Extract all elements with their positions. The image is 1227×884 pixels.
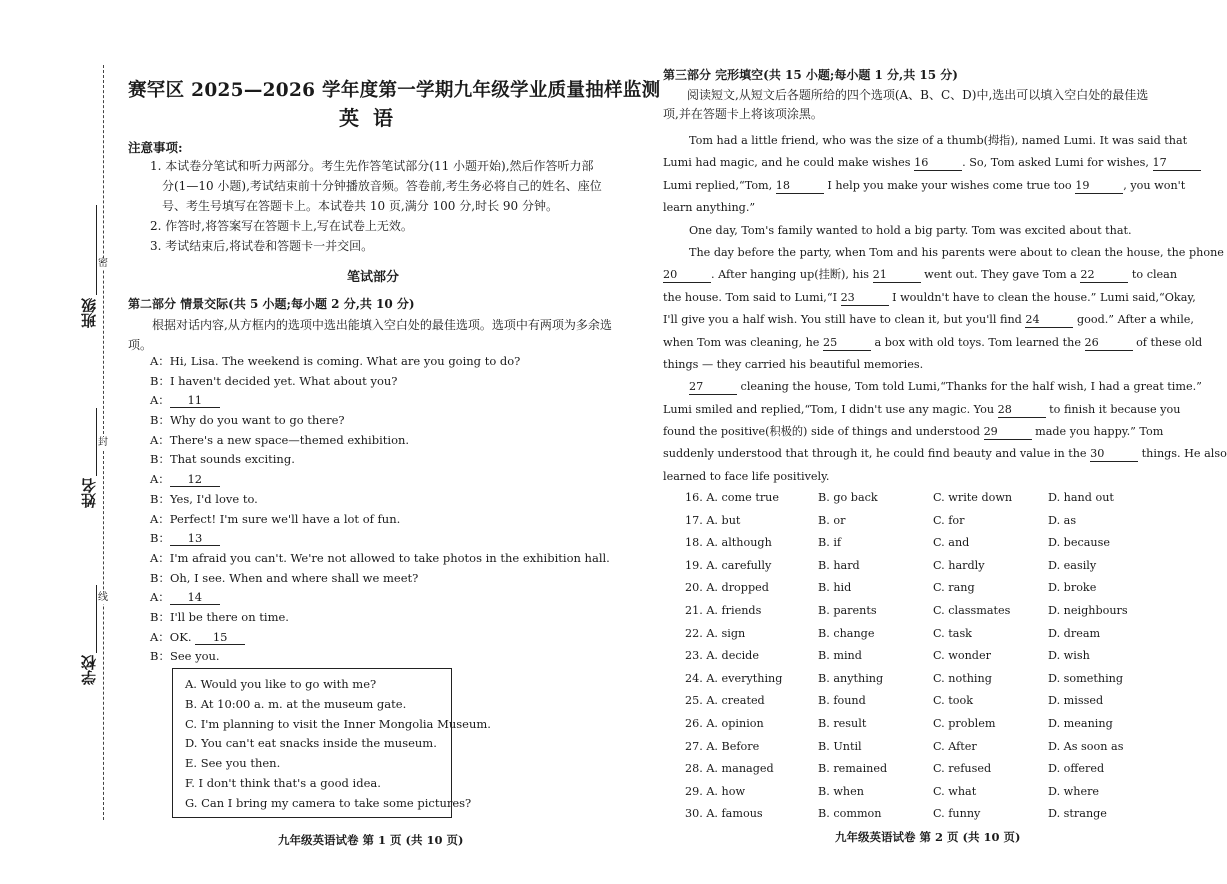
option-choice[interactable]: B. hid [818, 581, 852, 595]
option-item: C. I'm planning to visit the Inner Mongolia Museum. [185, 716, 491, 731]
passage-text: the house. Tom said to Lumi,“I [663, 290, 841, 304]
dialogue-text: A： [150, 472, 170, 487]
passage-text: went out. They gave Tom a [920, 268, 1081, 282]
option-choice[interactable]: 16. A. come true [685, 491, 779, 504]
passage-text: of these old [1132, 335, 1203, 349]
passage-line [663, 130, 1188, 152]
option-item: E. See you then. [185, 756, 281, 771]
option-choice[interactable]: C. for [933, 513, 965, 527]
exam-title: 赛罕区 2025—2026 学年度第一学期九年级学业质量抽样监测 [128, 80, 661, 101]
option-choice[interactable]: 18. A. although [685, 536, 772, 550]
passage-line [663, 466, 1151, 488]
question-row [685, 781, 1155, 804]
cloze-passage [663, 130, 1227, 488]
option-choice[interactable]: 25. A. created [685, 694, 765, 708]
question-row [685, 668, 1155, 691]
passage-line [663, 197, 1151, 219]
passage-text: made you happy.” Tom [1031, 425, 1164, 439]
option-choice[interactable]: C. hardly [933, 558, 985, 572]
dialogue-line [150, 628, 610, 648]
option-choice[interactable]: C. task [933, 626, 972, 640]
dialogue-line [150, 510, 610, 530]
cloze-options [685, 487, 1155, 826]
passage-line [663, 332, 1203, 354]
option-item: G. Can I bring my camera to take some pictures? [185, 795, 472, 810]
passage-text: I'll give you a half wish. You still have to clean it, but you'll find [663, 313, 1026, 327]
cloze-blank[interactable]: 28 [998, 403, 1046, 418]
option-choice[interactable]: C. and [933, 536, 970, 550]
passage-text: things. He also [1138, 447, 1227, 461]
option-choice[interactable]: 29. A. how [685, 784, 746, 798]
answer-blank[interactable]: 11 [170, 393, 220, 408]
passage-text: suddenly understood that through it, he could find beauty and value in the [663, 447, 1091, 461]
dialogue-line [150, 588, 610, 608]
dialogue-line [150, 647, 610, 667]
cloze-blank[interactable]: 27 [689, 380, 737, 395]
dialogue-line [150, 372, 610, 392]
cloze-blank[interactable]: 19 [1075, 179, 1123, 194]
passage-line [663, 175, 1186, 197]
dialogue-line [150, 529, 610, 549]
dialogue-line [150, 490, 610, 510]
question-row [685, 713, 1155, 736]
passage-line [663, 220, 1151, 242]
question-row [685, 577, 1155, 600]
option-choice[interactable]: C. After [933, 739, 977, 753]
passage-text: Lumi smiled and replied,“Tom, I didn't use any magic. You [663, 402, 998, 416]
note-line: 1. 本试卷分笔试和听力两部分。考生先作答笔试部分(11 小题开始),然后作答听力部 [150, 159, 594, 173]
class-fill-line[interactable] [96, 205, 97, 295]
option-choice[interactable]: 21. A. friends [685, 603, 762, 617]
subject-title: 英语 [339, 106, 407, 130]
option-choice[interactable]: 28. A. managed [685, 762, 774, 776]
option-choice[interactable]: D. As soon as [1048, 739, 1124, 753]
notes-heading: 注意事项: [128, 140, 183, 155]
passage-line [663, 287, 1196, 309]
page-one [128, 0, 661, 884]
dialogue-line [150, 608, 610, 628]
passage-text: learn anything.” [663, 201, 756, 215]
cloze-blank[interactable]: 29 [984, 425, 1032, 440]
passage-line [663, 264, 1178, 286]
question-row [685, 510, 1155, 533]
passage-text: to finish it because you [1045, 402, 1181, 416]
cloze-blank[interactable]: 17 [1153, 156, 1201, 171]
option-choice[interactable]: C. problem [933, 716, 996, 730]
question-row [685, 532, 1155, 555]
school-fill-line[interactable] [96, 585, 97, 653]
passage-line [663, 421, 1164, 443]
question-row [685, 487, 1155, 510]
dialogue-text: A： [150, 590, 170, 605]
question-row [685, 645, 1155, 668]
answer-blank[interactable]: 13 [170, 531, 220, 546]
option-choice[interactable]: B. or [818, 513, 846, 527]
dialogue-text: B：Yes, I'd love to. [150, 491, 258, 506]
option-choice[interactable]: C. wonder [933, 649, 991, 663]
passage-text: things — they carried his beautiful memories. [663, 357, 924, 371]
option-choice[interactable]: B. parents [818, 603, 877, 617]
passage-line [663, 399, 1181, 421]
cloze-blank[interactable]: 16 [914, 156, 962, 171]
passage-text: when Tom was cleaning, he [663, 335, 823, 349]
question-row [685, 555, 1155, 578]
option-choice[interactable]: C. nothing [933, 671, 992, 685]
option-choice[interactable]: D. as [1048, 513, 1077, 527]
cloze-blank[interactable]: 25 [823, 336, 871, 351]
dialogue-line [150, 411, 610, 431]
option-item: A. Would you like to go with me? [185, 677, 377, 691]
page-footer: 九年级英语试卷 第 1 页 (共 10 页) [278, 833, 464, 847]
answer-blank[interactable]: 12 [170, 472, 220, 487]
option-choice[interactable]: B. remained [818, 762, 888, 776]
option-choice[interactable]: C. rang [933, 581, 975, 595]
dialogue-line [150, 352, 610, 372]
option-choice[interactable]: 17. A. but [685, 513, 741, 527]
passage-line [663, 443, 1227, 465]
option-item: D. You can't eat snacks inside the museum. [185, 736, 437, 751]
dialogue-text: A： [150, 393, 170, 408]
option-choice[interactable]: B. anything [818, 671, 884, 685]
option-choice[interactable]: D. broke [1048, 581, 1097, 595]
dialogue-text: B：I haven't decided yet. What about you? [150, 373, 398, 388]
option-choice[interactable]: C. funny [933, 807, 981, 821]
page-footer: 九年级英语试卷 第 2 页 (共 10 页) [835, 830, 1021, 844]
option-choice[interactable]: 20. A. dropped [685, 581, 769, 595]
option-choice[interactable]: 26. A. opinion [685, 716, 764, 730]
passage-line [663, 354, 1151, 376]
option-choice[interactable]: B. found [818, 694, 866, 708]
option-choice[interactable]: 27. A. Before [685, 739, 760, 753]
passage-text: . After hanging up(挂断), his [711, 268, 873, 282]
option-choice[interactable]: C. classmates [933, 603, 1011, 617]
answer-blank[interactable]: 15 [195, 630, 245, 645]
dialogue-line [150, 470, 610, 490]
passage-text: I wouldn't have to clean the house.” Lumi said,“Okay, [888, 290, 1196, 304]
option-choice[interactable]: C. write down [933, 491, 1013, 504]
option-choice[interactable]: D. neighbours [1048, 603, 1128, 617]
cloze-blank[interactable]: 30 [1090, 447, 1138, 462]
option-choice[interactable]: D. wish [1048, 649, 1090, 663]
passage-text: The day before the party, when Tom and his parents were about to clean the house, the phone [689, 245, 1224, 259]
cloze-blank[interactable]: 24 [1025, 313, 1073, 328]
option-choice[interactable]: C. took [933, 694, 974, 708]
passage-text: I help you make your wishes come true too [823, 178, 1076, 192]
note-line: 号、考生号填写在答题卡上。本试卷共 10 页,满分 100 分,时长 90 分钟。 [162, 199, 558, 213]
cloze-blank[interactable]: 21 [873, 268, 921, 283]
passage-text: found the positive(积极的) side of things and understood [663, 425, 984, 439]
option-choice[interactable]: B. if [818, 536, 842, 550]
cloze-blank[interactable]: 22 [1080, 268, 1128, 283]
seal-mark-feng: 封 [98, 437, 108, 448]
dialogue-text: A：Hi, Lisa. The weekend is coming. What are you going to do? [150, 354, 521, 368]
option-choice[interactable]: 30. A. famous [685, 807, 763, 821]
name-label: 姓名 [80, 478, 98, 508]
option-choice[interactable]: B. hard [818, 558, 860, 572]
option-choice[interactable]: 23. A. decide [685, 649, 759, 663]
seal-mark-xian: 线 [98, 592, 108, 603]
dialogue-line [150, 431, 610, 451]
passage-text: Lumi replied,“Tom, [663, 178, 776, 192]
passage-text: Tom had a little friend, who was the size of a thumb(拇指), named Lumi. It was said that [689, 134, 1188, 147]
option-choice[interactable]: 24. A. everything [685, 671, 783, 685]
dialogue-text: B：Oh, I see. When and where shall we meet? [150, 570, 419, 585]
option-choice[interactable]: D. where [1048, 784, 1100, 798]
option-choice[interactable]: B. Until [818, 739, 862, 753]
dialogue-text: A：OK. [150, 629, 196, 644]
dialogue-line [150, 569, 610, 589]
option-item: B. At 10:00 a. m. at the museum gate. [185, 696, 407, 711]
option-choice[interactable]: D. dream [1048, 626, 1101, 640]
passage-text: . So, Tom asked Lumi for wishes, [962, 156, 1153, 170]
option-choice[interactable]: B. change [818, 626, 875, 640]
cloze-blank[interactable]: 26 [1085, 336, 1133, 351]
option-choice[interactable]: B. when [818, 784, 864, 798]
option-choice[interactable]: B. result [818, 716, 867, 730]
option-choice[interactable]: C. what [933, 784, 977, 798]
option-choice[interactable]: 19. A. carefully [685, 558, 772, 572]
dialogue [150, 352, 610, 667]
option-choice[interactable]: D. offered [1048, 762, 1105, 776]
part-two-directions: 根据对话内容,从方框内的选项中选出能填入空白处的最佳选项。选项中有两项为多余选项。 [128, 318, 612, 352]
passage-line [663, 376, 1202, 398]
seal-mark-mi: 密 [98, 258, 108, 269]
note-line: 分(1—10 小题),考试结束前十分钟播放音频。答卷前,考生务必将自己的姓名、座位 [162, 179, 602, 193]
option-choice[interactable]: 22. A. sign [685, 626, 746, 640]
dialogue-text: B：That sounds exciting. [150, 452, 295, 467]
dialogue-text: A：Perfect! I'm sure we'll have a lot of fun. [150, 511, 401, 526]
school-label: 学校 [80, 655, 98, 685]
option-choice[interactable]: D. meaning [1048, 716, 1113, 730]
passage-text: cleaning the house, Tom told Lumi,“Thanks for the half wish, I had a great time.” [737, 380, 1202, 394]
dialogue-line [150, 391, 610, 411]
option-choice[interactable]: D. missed [1048, 694, 1104, 708]
question-row [685, 758, 1155, 781]
answer-blank[interactable]: 14 [170, 590, 220, 605]
page-two [660, 0, 1227, 884]
cloze-blank[interactable]: 23 [841, 291, 889, 306]
passage-text: Lumi had magic, and he could make wishes [663, 156, 915, 170]
passage-text: , you won't [1123, 178, 1186, 192]
passage-text: One day, Tom's family wanted to hold a big party. Tom was excited about that. [689, 223, 1132, 237]
part-three-directions: 阅读短文,从短文后各题所给的四个选项(A、B、C、D)中,选出可以填入空白处的最佳选项,并在答题卡上将该项涂黑。 [663, 88, 1149, 121]
note-line: 2. 作答时,将答案写在答题卡上,写在试卷上无效。 [150, 219, 413, 233]
passage-text: learned to face life positively. [663, 469, 830, 483]
options-box [172, 668, 491, 818]
dialogue-text: A：There's a new space—themed exhibition. [150, 432, 410, 447]
dialogue-text: B：Why do you want to go there? [150, 413, 345, 428]
binding-margin [0, 0, 125, 884]
question-row [685, 803, 1155, 826]
option-choice[interactable]: D. something [1048, 671, 1124, 685]
class-label: 班级 [80, 298, 98, 328]
passage-text: good.” After a while, [1073, 313, 1194, 327]
cloze-blank[interactable]: 18 [776, 179, 824, 194]
part-three-title: 第三部分 完形填空(共 15 小题;每小题 1 分,共 15 分) [663, 68, 958, 82]
dialogue-text: B： [150, 531, 170, 546]
passage-line [663, 152, 1167, 174]
passage-text: a box with old toys. Tom learned the [870, 335, 1085, 349]
option-choice[interactable]: D. because [1048, 536, 1110, 550]
option-choice[interactable]: D. strange [1048, 807, 1107, 821]
option-choice[interactable]: B. mind [818, 649, 862, 663]
notes-list [150, 156, 620, 256]
dialogue-text: A：I'm afraid you can't. We're not allowed to take photos in the exhibition hall. [150, 550, 610, 565]
section-title: 笔试部分 [346, 270, 399, 285]
option-choice[interactable]: B. go back [818, 491, 878, 504]
question-row [685, 736, 1155, 759]
option-item: F. I don't think that's a good idea. [185, 775, 381, 790]
note-line: 3. 考试结束后,将试卷和答题卡一并交回。 [150, 239, 374, 253]
part-two-title: 第二部分 情景交际(共 5 小题;每小题 2 分,共 10 分) [128, 297, 415, 311]
option-choice[interactable]: C. refused [933, 762, 992, 776]
option-choice[interactable]: D. easily [1048, 558, 1097, 572]
dialogue-line [150, 549, 610, 569]
option-choice[interactable]: D. hand out [1048, 491, 1114, 504]
question-row [685, 600, 1155, 623]
option-choice[interactable]: B. common [818, 807, 882, 821]
dialogue-text: B：I'll be there on time. [150, 609, 289, 624]
cloze-blank[interactable]: 20 [663, 268, 711, 283]
question-row [685, 690, 1155, 713]
dialogue-line [150, 450, 610, 470]
passage-line [663, 309, 1194, 331]
passage-line [663, 242, 1224, 264]
dialogue-text: B：See you. [150, 649, 220, 664]
question-row [685, 623, 1155, 646]
passage-text: to clean [1128, 268, 1178, 282]
name-fill-line[interactable] [96, 408, 97, 476]
